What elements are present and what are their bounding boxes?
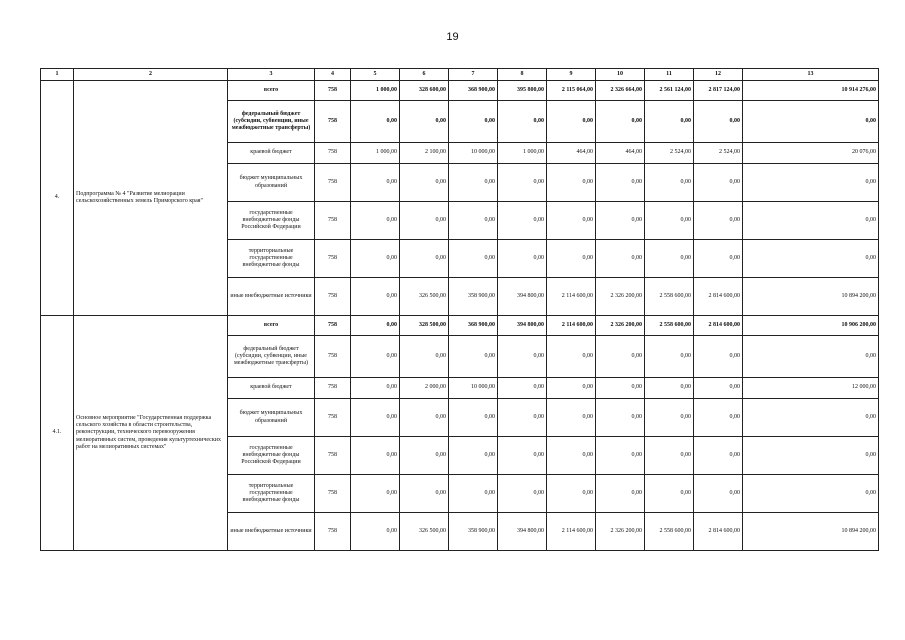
year-value: 0,00 — [547, 378, 596, 399]
year-value: 358 900,00 — [449, 278, 498, 316]
funding-source: всего — [228, 81, 315, 101]
year-value: 368 900,00 — [449, 81, 498, 101]
year-value: 2 524,00 — [645, 143, 694, 164]
year-value: 0,00 — [694, 240, 743, 278]
year-value: 0,00 — [694, 437, 743, 475]
year-value: 0,00 — [449, 475, 498, 513]
year-value: 0,00 — [498, 378, 547, 399]
year-value: 2 326 664,00 — [596, 81, 645, 101]
total-value: 10 894 200,00 — [743, 513, 879, 551]
year-value: 10 000,00 — [449, 143, 498, 164]
year-value: 0,00 — [498, 240, 547, 278]
year-value: 0,00 — [694, 336, 743, 378]
admin-code: 758 — [315, 316, 351, 336]
year-value: 0,00 — [596, 399, 645, 437]
year-value: 2 326 200,00 — [596, 278, 645, 316]
column-number: 12 — [694, 69, 743, 81]
year-value: 326 500,00 — [400, 513, 449, 551]
year-value: 0,00 — [449, 202, 498, 240]
year-value: 394 800,00 — [498, 278, 547, 316]
admin-code: 758 — [315, 378, 351, 399]
year-value: 0,00 — [596, 475, 645, 513]
year-value: 0,00 — [498, 336, 547, 378]
year-value: 0,00 — [400, 164, 449, 202]
year-value: 0,00 — [645, 336, 694, 378]
year-value: 0,00 — [449, 164, 498, 202]
funding-source: территориальные государственные внебюджетные фонды — [228, 475, 315, 513]
year-value: 0,00 — [645, 437, 694, 475]
year-value: 2 817 124,00 — [694, 81, 743, 101]
year-value: 0,00 — [351, 336, 400, 378]
funding-source: территориальные государственные внебюджетные фонды — [228, 240, 315, 278]
year-value: 0,00 — [351, 399, 400, 437]
funding-source: краевой бюджет — [228, 378, 315, 399]
admin-code: 758 — [315, 278, 351, 316]
column-number-row — [41, 69, 879, 81]
funding-source: государственные внебюджетные фонды Российской Федерации — [228, 437, 315, 475]
year-value: 0,00 — [498, 399, 547, 437]
year-value: 0,00 — [449, 399, 498, 437]
year-value: 0,00 — [449, 437, 498, 475]
year-value: 1 000,00 — [498, 143, 547, 164]
table-row — [41, 316, 879, 336]
year-value: 0,00 — [449, 240, 498, 278]
year-value: 2 114 600,00 — [547, 513, 596, 551]
admin-code: 758 — [315, 240, 351, 278]
column-number: 13 — [743, 69, 879, 81]
year-value: 2 561 124,00 — [645, 81, 694, 101]
year-value: 2 100,00 — [400, 143, 449, 164]
year-value: 0,00 — [694, 475, 743, 513]
column-number: 6 — [400, 69, 449, 81]
year-value: 0,00 — [498, 475, 547, 513]
year-value: 0,00 — [498, 101, 547, 143]
column-number: 8 — [498, 69, 547, 81]
year-value: 0,00 — [351, 437, 400, 475]
year-value: 0,00 — [547, 336, 596, 378]
funding-source: государственные внебюджетные фонды Российской Федерации — [228, 202, 315, 240]
year-value: 2 115 064,00 — [547, 81, 596, 101]
column-number: 5 — [351, 69, 400, 81]
column-number: 1 — [41, 69, 74, 81]
total-value: 10 894 200,00 — [743, 278, 879, 316]
year-value: 2 114 600,00 — [547, 278, 596, 316]
year-value: 0,00 — [547, 399, 596, 437]
admin-code: 758 — [315, 101, 351, 143]
year-value: 2 326 200,00 — [596, 513, 645, 551]
year-value: 0,00 — [645, 202, 694, 240]
year-value: 1 000,00 — [351, 143, 400, 164]
admin-code: 758 — [315, 399, 351, 437]
total-value: 0,00 — [743, 336, 879, 378]
year-value: 394 800,00 — [498, 316, 547, 336]
year-value: 0,00 — [400, 475, 449, 513]
total-value: 0,00 — [743, 202, 879, 240]
year-value: 464,00 — [547, 143, 596, 164]
year-value: 10 000,00 — [449, 378, 498, 399]
column-number: 7 — [449, 69, 498, 81]
year-value: 2 558 600,00 — [645, 316, 694, 336]
item-number: 4. — [41, 81, 74, 316]
year-value: 394 800,00 — [498, 513, 547, 551]
table-row — [41, 81, 879, 101]
column-number: 11 — [645, 69, 694, 81]
year-value: 0,00 — [400, 336, 449, 378]
admin-code: 758 — [315, 437, 351, 475]
year-value: 0,00 — [351, 240, 400, 278]
admin-code: 758 — [315, 336, 351, 378]
year-value: 0,00 — [400, 437, 449, 475]
year-value: 0,00 — [351, 164, 400, 202]
year-value: 0,00 — [694, 101, 743, 143]
column-number: 2 — [74, 69, 228, 81]
year-value: 0,00 — [694, 202, 743, 240]
funding-source: федеральный бюджет (субсидии, субвенции, иные межбюджетные трансферты) — [228, 336, 315, 378]
year-value: 0,00 — [547, 164, 596, 202]
column-number: 9 — [547, 69, 596, 81]
year-value: 0,00 — [596, 437, 645, 475]
year-value: 0,00 — [400, 202, 449, 240]
total-value: 0,00 — [743, 240, 879, 278]
year-value: 0,00 — [596, 101, 645, 143]
year-value: 0,00 — [596, 240, 645, 278]
funding-source: иные внебюджетные источники — [228, 513, 315, 551]
year-value: 2 524,00 — [694, 143, 743, 164]
year-value: 0,00 — [351, 316, 400, 336]
year-value: 0,00 — [694, 378, 743, 399]
year-value: 0,00 — [645, 240, 694, 278]
total-value: 12 000,00 — [743, 378, 879, 399]
page-number: 19 — [446, 31, 459, 43]
year-value: 395 800,00 — [498, 81, 547, 101]
admin-code: 758 — [315, 513, 351, 551]
total-value: 0,00 — [743, 399, 879, 437]
item-name: Подпрограмма № 4 "Развитие мелиорации сельскохозяйственных земель Приморского края" — [74, 81, 228, 316]
year-value: 0,00 — [351, 278, 400, 316]
year-value: 0,00 — [547, 437, 596, 475]
year-value: 2 814 600,00 — [694, 316, 743, 336]
year-value: 0,00 — [596, 336, 645, 378]
total-value: 0,00 — [743, 164, 879, 202]
year-value: 1 000,00 — [351, 81, 400, 101]
year-value: 0,00 — [547, 475, 596, 513]
year-value: 464,00 — [596, 143, 645, 164]
total-value: 0,00 — [743, 101, 879, 143]
year-value: 2 000,00 — [400, 378, 449, 399]
year-value: 0,00 — [351, 202, 400, 240]
total-value: 0,00 — [743, 475, 879, 513]
year-value: 0,00 — [351, 378, 400, 399]
funding-source: иные внебюджетные источники — [228, 278, 315, 316]
column-number: 3 — [228, 69, 315, 81]
year-value: 0,00 — [596, 164, 645, 202]
year-value: 0,00 — [547, 101, 596, 143]
admin-code: 758 — [315, 81, 351, 101]
year-value: 2 814 600,00 — [694, 278, 743, 316]
year-value: 0,00 — [645, 475, 694, 513]
year-value: 0,00 — [351, 101, 400, 143]
funding-source: всего — [228, 316, 315, 336]
year-value: 0,00 — [351, 513, 400, 551]
year-value: 326 500,00 — [400, 278, 449, 316]
year-value: 358 900,00 — [449, 513, 498, 551]
year-value: 0,00 — [694, 399, 743, 437]
year-value: 0,00 — [694, 164, 743, 202]
year-value: 328 500,00 — [400, 316, 449, 336]
funding-source: бюджет муниципальных образований — [228, 164, 315, 202]
year-value: 368 900,00 — [449, 316, 498, 336]
year-value: 0,00 — [449, 336, 498, 378]
year-value: 0,00 — [547, 240, 596, 278]
admin-code: 758 — [315, 143, 351, 164]
year-value: 2 558 600,00 — [645, 513, 694, 551]
year-value: 0,00 — [645, 399, 694, 437]
funding-source: бюджет муниципальных образований — [228, 399, 315, 437]
year-value: 328 600,00 — [400, 81, 449, 101]
year-value: 0,00 — [400, 240, 449, 278]
total-value: 20 076,00 — [743, 143, 879, 164]
year-value: 2 326 200,00 — [596, 316, 645, 336]
column-number: 4 — [315, 69, 351, 81]
year-value: 2 114 600,00 — [547, 316, 596, 336]
budget-table — [40, 68, 879, 551]
year-value: 0,00 — [645, 164, 694, 202]
year-value: 0,00 — [645, 101, 694, 143]
year-value: 2 558 600,00 — [645, 278, 694, 316]
year-value: 0,00 — [547, 202, 596, 240]
item-name: Основное мероприятие "Государственная поддержка сельского хозяйства в области строительства, реконструкции, технического перевооружения мелиоративных систем, проведения культуртехнических работ на мелиоративных системах" — [74, 316, 228, 551]
total-value: 10 906 200,00 — [743, 316, 879, 336]
funding-source: федеральный бюджет (субсидии, субвенции, иные межбюджетные трансферты) — [228, 101, 315, 143]
admin-code: 758 — [315, 475, 351, 513]
year-value: 0,00 — [449, 101, 498, 143]
year-value: 0,00 — [498, 202, 547, 240]
item-number: 4.1. — [41, 316, 74, 551]
year-value: 0,00 — [645, 378, 694, 399]
column-number: 10 — [596, 69, 645, 81]
year-value: 0,00 — [498, 164, 547, 202]
total-value: 10 914 276,00 — [743, 81, 879, 101]
funding-source: краевой бюджет — [228, 143, 315, 164]
total-value: 0,00 — [743, 437, 879, 475]
year-value: 0,00 — [596, 378, 645, 399]
admin-code: 758 — [315, 164, 351, 202]
admin-code: 758 — [315, 202, 351, 240]
year-value: 0,00 — [400, 399, 449, 437]
year-value: 0,00 — [498, 437, 547, 475]
year-value: 0,00 — [596, 202, 645, 240]
year-value: 0,00 — [400, 101, 449, 143]
year-value: 2 814 600,00 — [694, 513, 743, 551]
year-value: 0,00 — [351, 475, 400, 513]
